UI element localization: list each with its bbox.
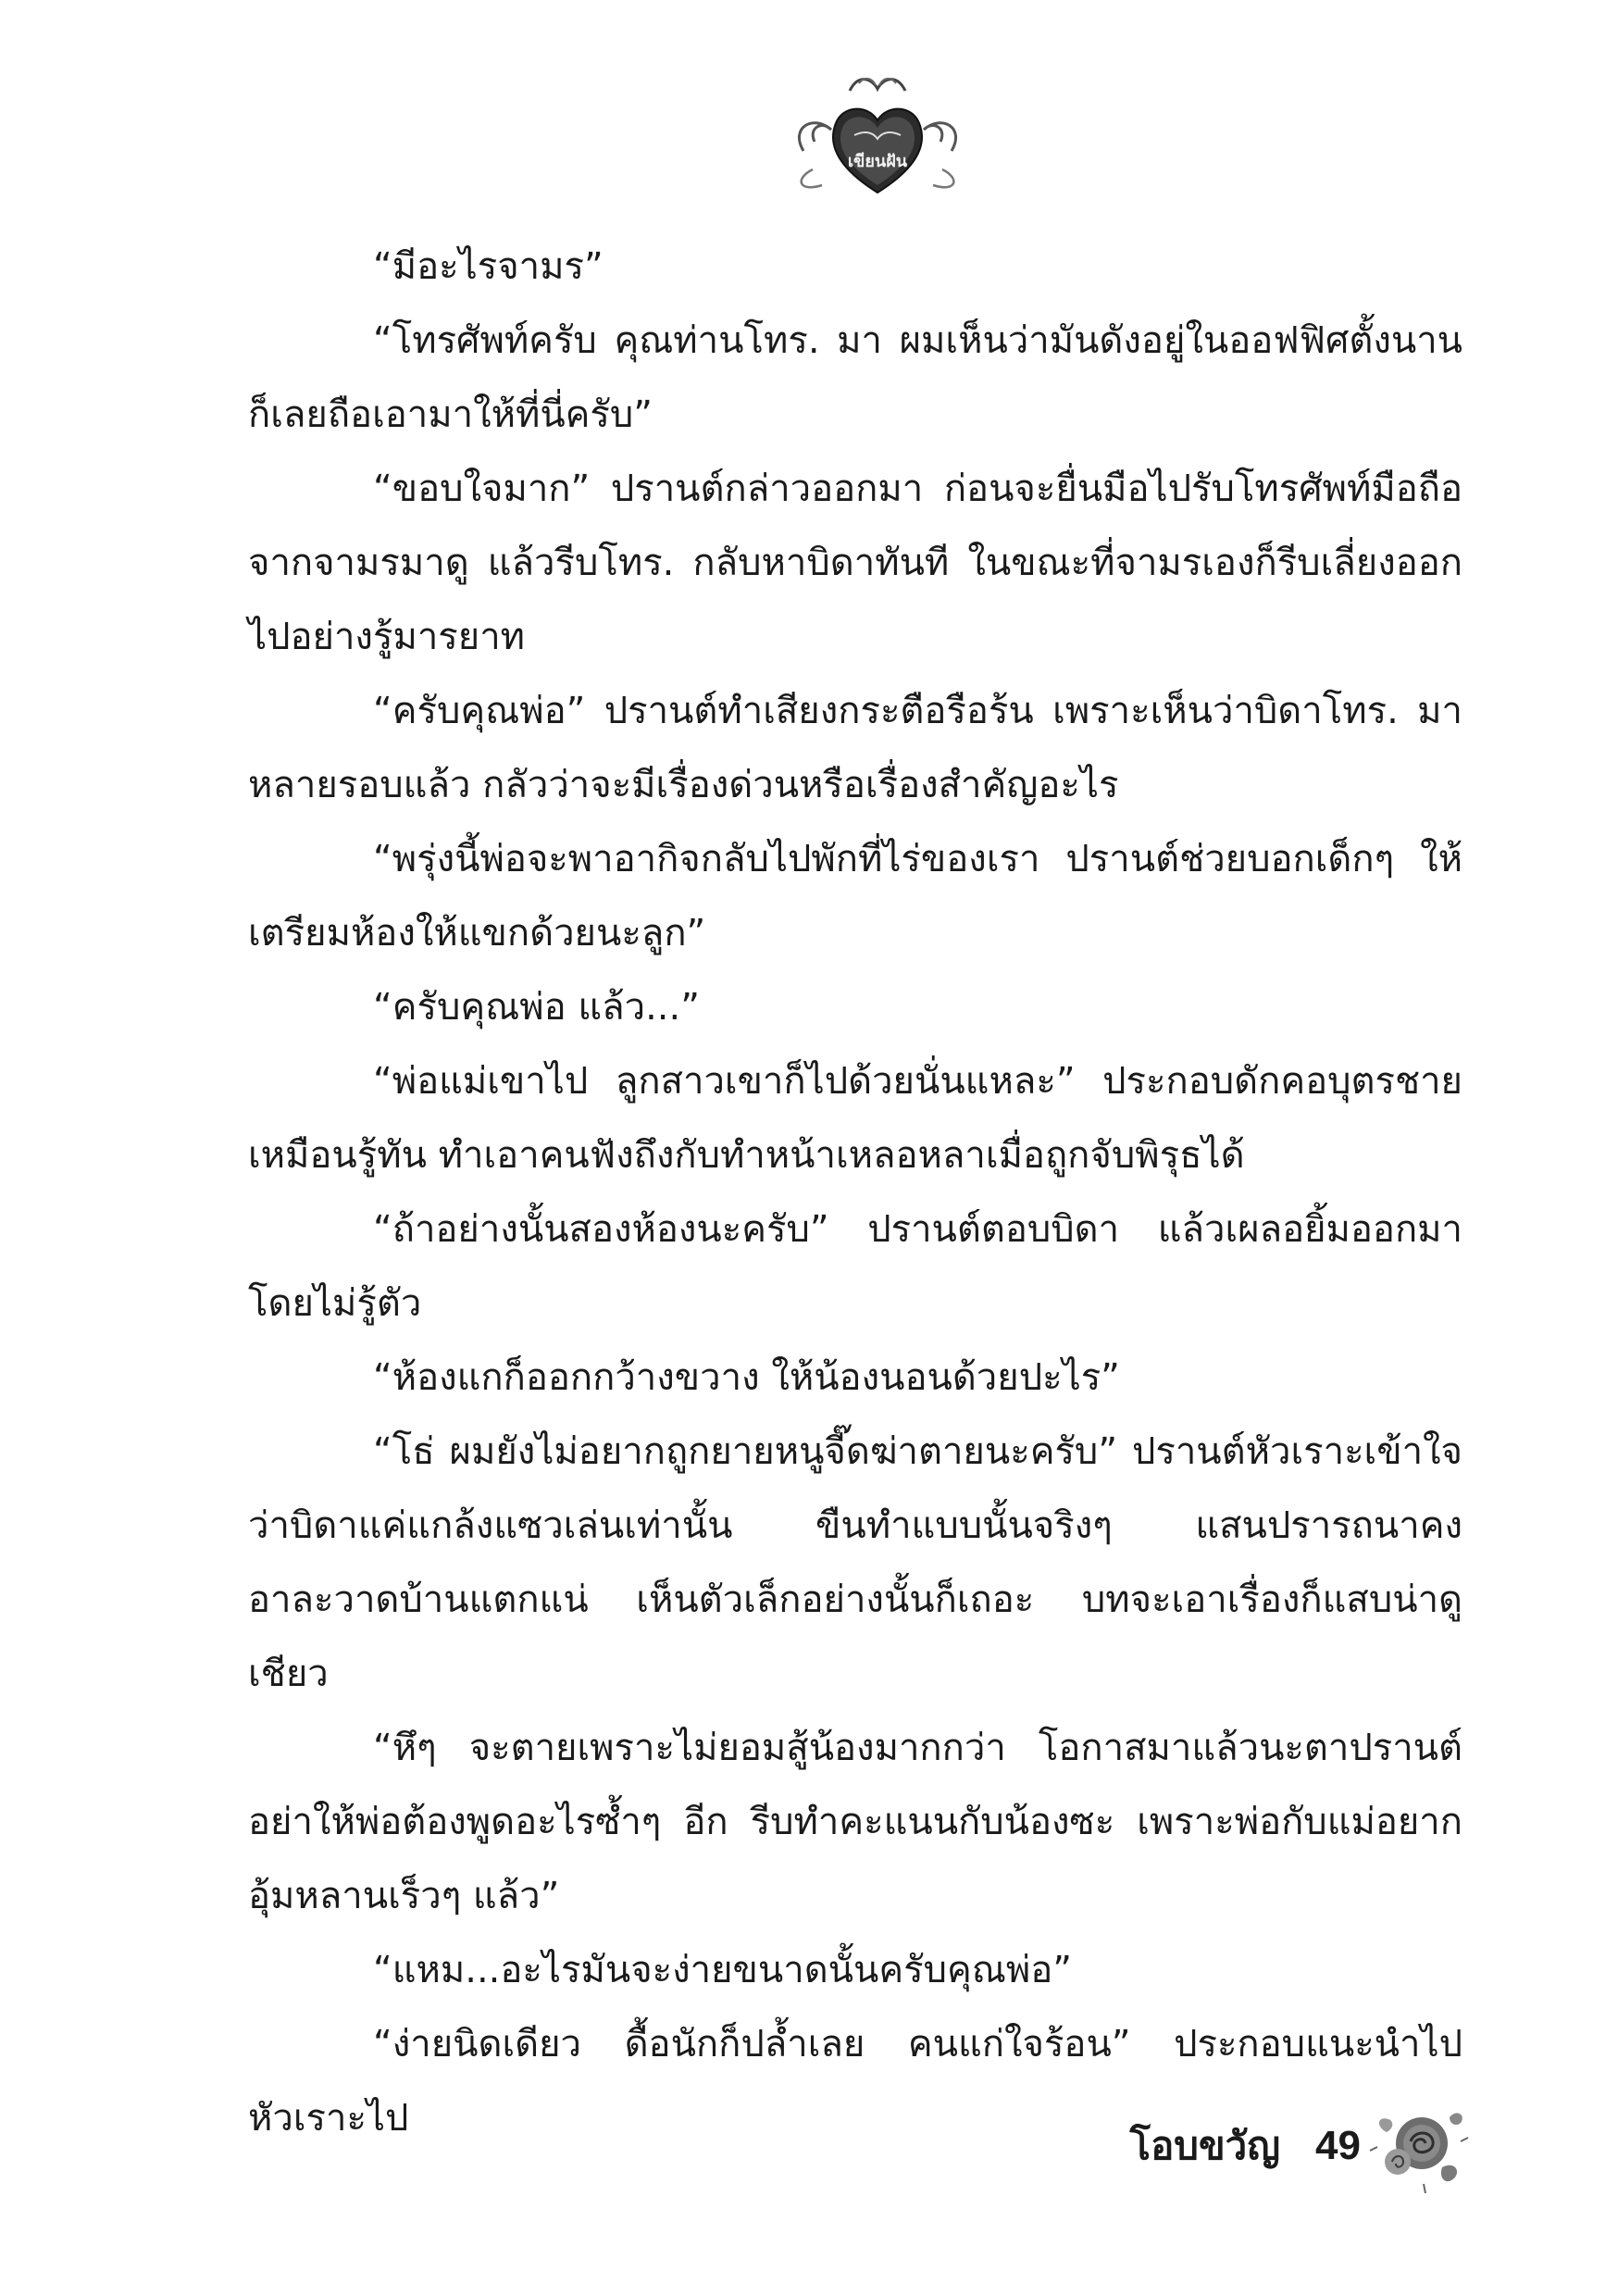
page-footer [1130,2090,1470,2202]
logo-text: เขียนฝัน [847,152,908,171]
paragraph: “ครับคุณพ่อ แล้ว...” [373,986,700,1029]
page-number: 49 [1315,2123,1361,2168]
paragraph: “ครับคุณพ่อ” ปรานต์ทำเสียงกระตือรือร้น เพราะเห็นว่าบิดาโทร. มาหลายรอบแล้ว กลัวว่าจะมีเรื่องด่วนหรือเรื่องสำคัญอะไร [248,690,1462,806]
paragraph: “โธ่ ผมยังไม่อยากถูกยายหนูจี๊ดฆ่าตายนะครับ” ปรานต์หัวเราะเข้าใจว่าบิดาแค่แกล้งแซวเล่นเท่านั้น ขืนทำแบบนั้นจริงๆ แสนปรารถนาคงอาละวาดบ้านแตกแน่ เห็นตัวเล็กอย่างนั้นก็เถอะ บทจะเอาเรื่องก็แสบน่าดูเชียว [248,1430,1462,1695]
paragraph: “พ่อแม่เขาไป ลูกสาวเขาก็ไปด้วยนั่นแหละ” ประกอบดักคอบุตรชายเหมือนรู้ทัน ทำเอาคนฟังถึงกับทำหน้าเหลอหลาเมื่อถูกจับพิรุธได้ [248,1060,1462,1177]
paragraph: “มีอะไรจามร” [373,245,604,288]
book-title: โอบขวัญ [1129,2123,1281,2168]
rose-ornament-icon [1368,2095,1470,2197]
paragraph: “โทรศัพท์ครับ คุณท่านโทร. มา ผมเห็นว่ามันดังอยู่ในออฟฟิศตั้งนาน ก็เลยถือเอามาให้ที่นี่ครับ” [248,319,1462,436]
body-text [248,230,1462,2155]
paragraph: “ง่ายนิดเดียว ดื้อนักก็ปล้ำเลย คนแก่ใจร้อน” ประกอบแนะนำไปหัวเราะไป [248,2023,1462,2140]
paragraph: “ห้องแกก็ออกกว้างขวาง ให้น้องนอนด้วยปะไร” [373,1356,1120,1399]
paragraph: “แหม...อะไรมันจะง่ายขนาดนั้นครับคุณพ่อ” [373,1949,1072,1991]
paragraph: “ถ้าอย่างนั้นสองห้องนะครับ” ปรานต์ตอบบิดา แล้วเผลอยิ้มออกมาโดยไม่รู้ตัว [248,1208,1462,1325]
paragraph: “พรุ่งนี้พ่อจะพาอากิจกลับไปพักที่ไร่ของเรา ปรานต์ช่วยบอกเด็กๆ ให้เตรียมห้องให้แขกด้วยนะลูก” [248,838,1462,955]
paragraph: “ขอบใจมาก” ปรานต์กล่าวออกมา ก่อนจะยื่นมือไปรับโทรศัพท์มือถือจากจามรมาดู แล้วรีบโทร. กลับหาบิดาทันที ในขณะที่จามรเองก็รีบเลี่ยงออกไปอย่างรู้มารยาท [248,468,1462,658]
paragraph: “หึๆ จะตายเพราะไม่ยอมสู้น้องมากกว่า โอกาสมาแล้วนะตาปรานต์ อย่าให้พ่อต้องพูดอะไรซ้ำๆ อีก รีบทำคะแนนกับน้องซะ เพราะพ่อกับแม่อยากอุ้มหลานเร็วๆ แล้ว” [248,1727,1462,1917]
ornamental-book-emblem-icon [785,63,970,202]
